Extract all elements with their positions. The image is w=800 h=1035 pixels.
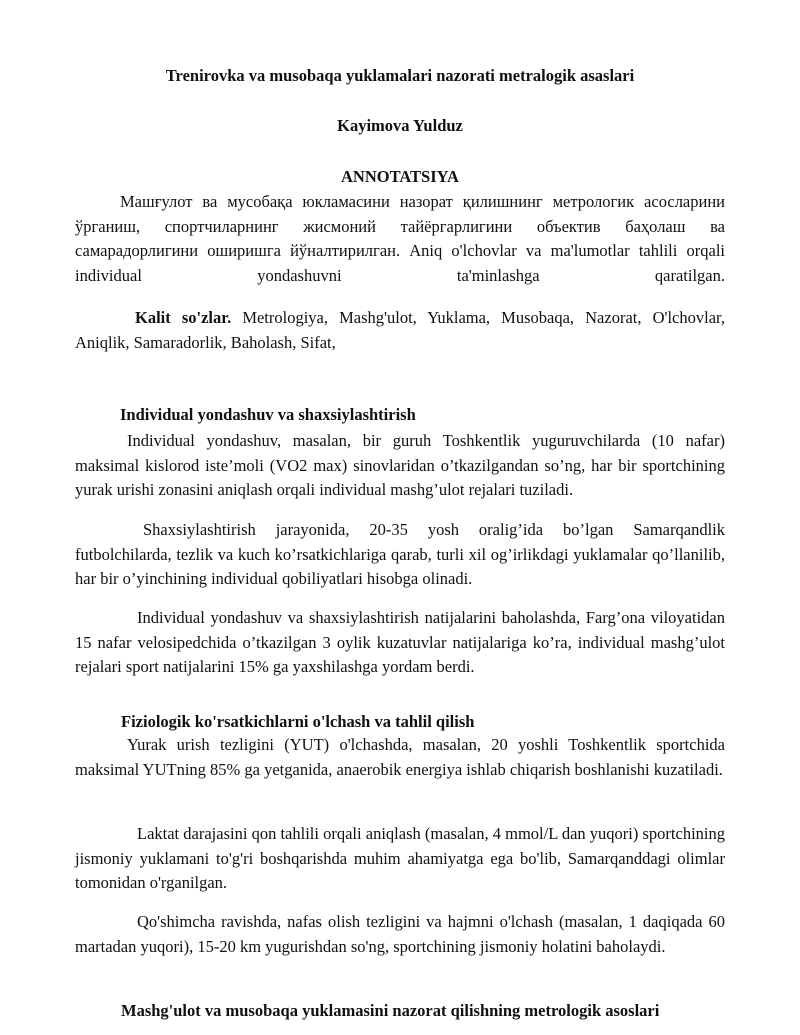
section-1-paragraph-1: Individual yondashuv, masalan, bir guruh Toshkentlik yuguruvchilarda (10 nafar) maksimal kislorod iste’moli (VO2 max) sinovlaridan o’tkazilgandan so’ng, har bir sportchining yurak urishi zonasini aniqlash orqali individual mashg’ulot rejalari tuziladi. [75, 431, 725, 499]
section-heading-metrologik: Mashg'ulot va musobaqa yuklamasini nazorat qilishning metrologik asoslari [121, 1001, 660, 1020]
section-2-paragraph-3: Qo'shimcha ravishda, nafas olish tezligini va hajmni o'lchash (masalan, 1 daqiqada 60 martadan yuqori), 15-20 km yugurishdan so'ng, sportchining jismoniy holatini baholaydi. [75, 912, 725, 956]
keywords-label: Kalit so'zlar. [135, 308, 232, 327]
author-name: Kayimova Yulduz [337, 116, 463, 135]
keywords-paragraph [75, 306, 725, 355]
section-heading-fiziologik: Fiziologik ko'rsatkichlarni o'lchash va tahlil qilish [121, 712, 475, 731]
paper-title: Trenirovka va musobaqa yuklamalari nazorati metralogik asaslari [165, 66, 635, 85]
annotation-heading: ANNOTATSIYA [341, 167, 459, 186]
section-2-paragraph-2: Laktat darajasini qon tahlili orqali aniqlash (masalan, 4 mmol/L dan yuqori) sportchining jismoniy yuklamani to'g'ri boshqarishda muhim ahamiyatga ega bo'lib, Samarqanddagi olimlar tomonidan o'rganilgan. [75, 824, 725, 892]
section-heading-individual: Individual yondashuv va shaxsiylashtirish [120, 405, 416, 424]
section-2-paragraph-1: Yurak urish tezligini (YUT) o'lchashda, masalan, 20 yoshli Toshkentlik sportchida maksimal YUTning 85% ga yetganida, anaerobik energiya ishlab chiqarish boshlanishi kuzatiladi. [75, 735, 725, 779]
section-1-paragraph-2: Shaxsiylashtirish jarayonida, 20-35 yosh oralig’ida bo’lgan Samarqandlik futbolchilarda, tezlik va kuch ko’rsatkichlariga qarab, turli xil og’irlikdagi yuklamalar qo’llanilib, har bir o’yinchining individual qobiliyatlari hisobga olinadi. [75, 520, 725, 588]
keywords-text: Metrologiya, Mashg'ulot, Yuklama, Musobaqa, Nazorat, O'lchovlar, Aniqlik, Samaradorlik, Baholash, Sifat, [75, 308, 725, 352]
section-1-paragraph-3: Individual yondashuv va shaxsiylashtirish natijalarini baholashda, Farg’ona viloyatidan 15 nafar velosipedchida o’tkazilgan 3 oylik kuzatuvlar natijalariga ko’ra, individual mashg’ulot rejalari sport natijalarini 15% ga yaxshilashga yordam berdi. [75, 608, 725, 676]
annotation-text: Машғулот ва мусобақа юкламасини назорат қилишнинг метрологик асосларини ўрганиш, спортчиларнинг жисмоний тайёргарлигини объектив баҳолаш ва самарадорлигини оширишга йўналтирилган. Aniq o'lchovlar va ma'lumotlar tahlili orqali individual yondashuvni ta'minlashga qaratilgan. [75, 192, 725, 285]
